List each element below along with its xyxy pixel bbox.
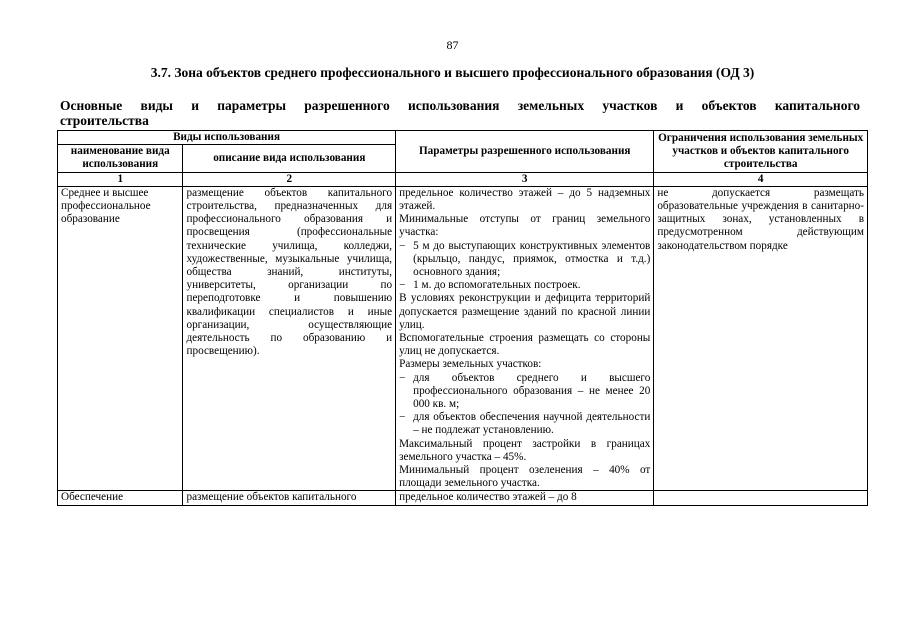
- params-list-item: [399, 411, 650, 437]
- use-description-cell: размещение объектов капитального: [183, 491, 396, 505]
- params-cell: [396, 186, 654, 491]
- params-paragraph: Вспомогательные строения размещать со стороны улиц не допускается.: [399, 332, 651, 358]
- header-params: Параметры разрешенного использования: [396, 131, 654, 173]
- header-use-name: наименование вида использования: [58, 145, 183, 172]
- use-name-cell: Обеспечение: [58, 491, 183, 505]
- header-restrictions: Ограничения использования земельных участков и объектов капитального строительства: [654, 131, 868, 173]
- params-list-text: для объектов обеспечения научной деятельности – не подлежат установлению.: [413, 411, 651, 437]
- permitted-use-table: [57, 130, 868, 506]
- page-number: 87: [446, 38, 459, 52]
- params-list-text: 5 м до выступающих конструктивных элементов (крыльцо, пандус, приямок, отмостка и т.д.) основного здания;: [413, 239, 651, 279]
- restrictions-cell: [654, 491, 868, 505]
- dash-bullet: −: [399, 239, 406, 252]
- params-list-item: [399, 279, 650, 292]
- restrictions-cell: не допускается размещать образовательные учреждения в санитарно-защитных зонах, установленных в предусмотренном действующим законодательством порядке: [654, 186, 868, 491]
- column-number: 3: [396, 172, 654, 186]
- use-description-cell: размещение объектов капитального строительства, предназначенных для профессионального образования и просвещения (профессиональные технические училища, колледжи, художественные, музыкальные училища, общества знаний, институты, университеты, организации по переподготовке и повышению квалификации специалистов и иные организации, осуществляющие деятельность по образованию и просвещению).: [183, 186, 396, 491]
- params-list-item: [399, 240, 650, 280]
- dash-bullet: −: [399, 411, 406, 424]
- params-paragraph: Минимальные отступы от границ земельного участка:: [399, 213, 651, 239]
- params-cell: предельное количество этажей – до 8: [396, 491, 654, 505]
- section-title-continued: строительства: [60, 113, 149, 128]
- params-paragraph: Максимальный процент застройки в границах земельного участка – 45%.: [399, 437, 651, 463]
- column-numbers-row: [58, 172, 868, 186]
- params-list-text: 1 м. до вспомогательных построек.: [413, 279, 581, 292]
- params-paragraph: В условиях реконструкции и дефицита территорий допускается размещение зданий по красной линии улиц.: [399, 292, 651, 331]
- zone-title: 3.7. Зона объектов среднего профессионального и высшего профессионального образования (ОД 3): [150, 65, 755, 80]
- table-row: [58, 491, 868, 505]
- params-paragraph: Размеры земельных участков:: [399, 358, 542, 371]
- params-list-item: [399, 372, 650, 412]
- params-list-text: для объектов среднего и высшего профессионального образования – не менее 20 000 кв. м;: [413, 371, 651, 411]
- params-paragraph: предельное количество этажей – до 5 надземных этажей.: [399, 186, 651, 213]
- section-title: Основные виды и параметры разрешенного использования земельных участков и объектов капитального: [60, 98, 860, 113]
- dash-bullet: −: [399, 371, 406, 384]
- header-use-description: описание вида использования: [183, 145, 396, 172]
- header-uses-group: Виды использования: [58, 131, 396, 145]
- use-name-cell: Среднее и высшее профессиональное образование: [58, 186, 183, 491]
- table-row: [58, 186, 868, 491]
- column-number: 2: [183, 172, 396, 186]
- column-number: 4: [654, 172, 868, 186]
- params-paragraph: Минимальный процент озеленения – 40% от площади земельного участка.: [399, 464, 651, 490]
- dash-bullet: −: [399, 279, 406, 292]
- column-number: 1: [58, 172, 183, 186]
